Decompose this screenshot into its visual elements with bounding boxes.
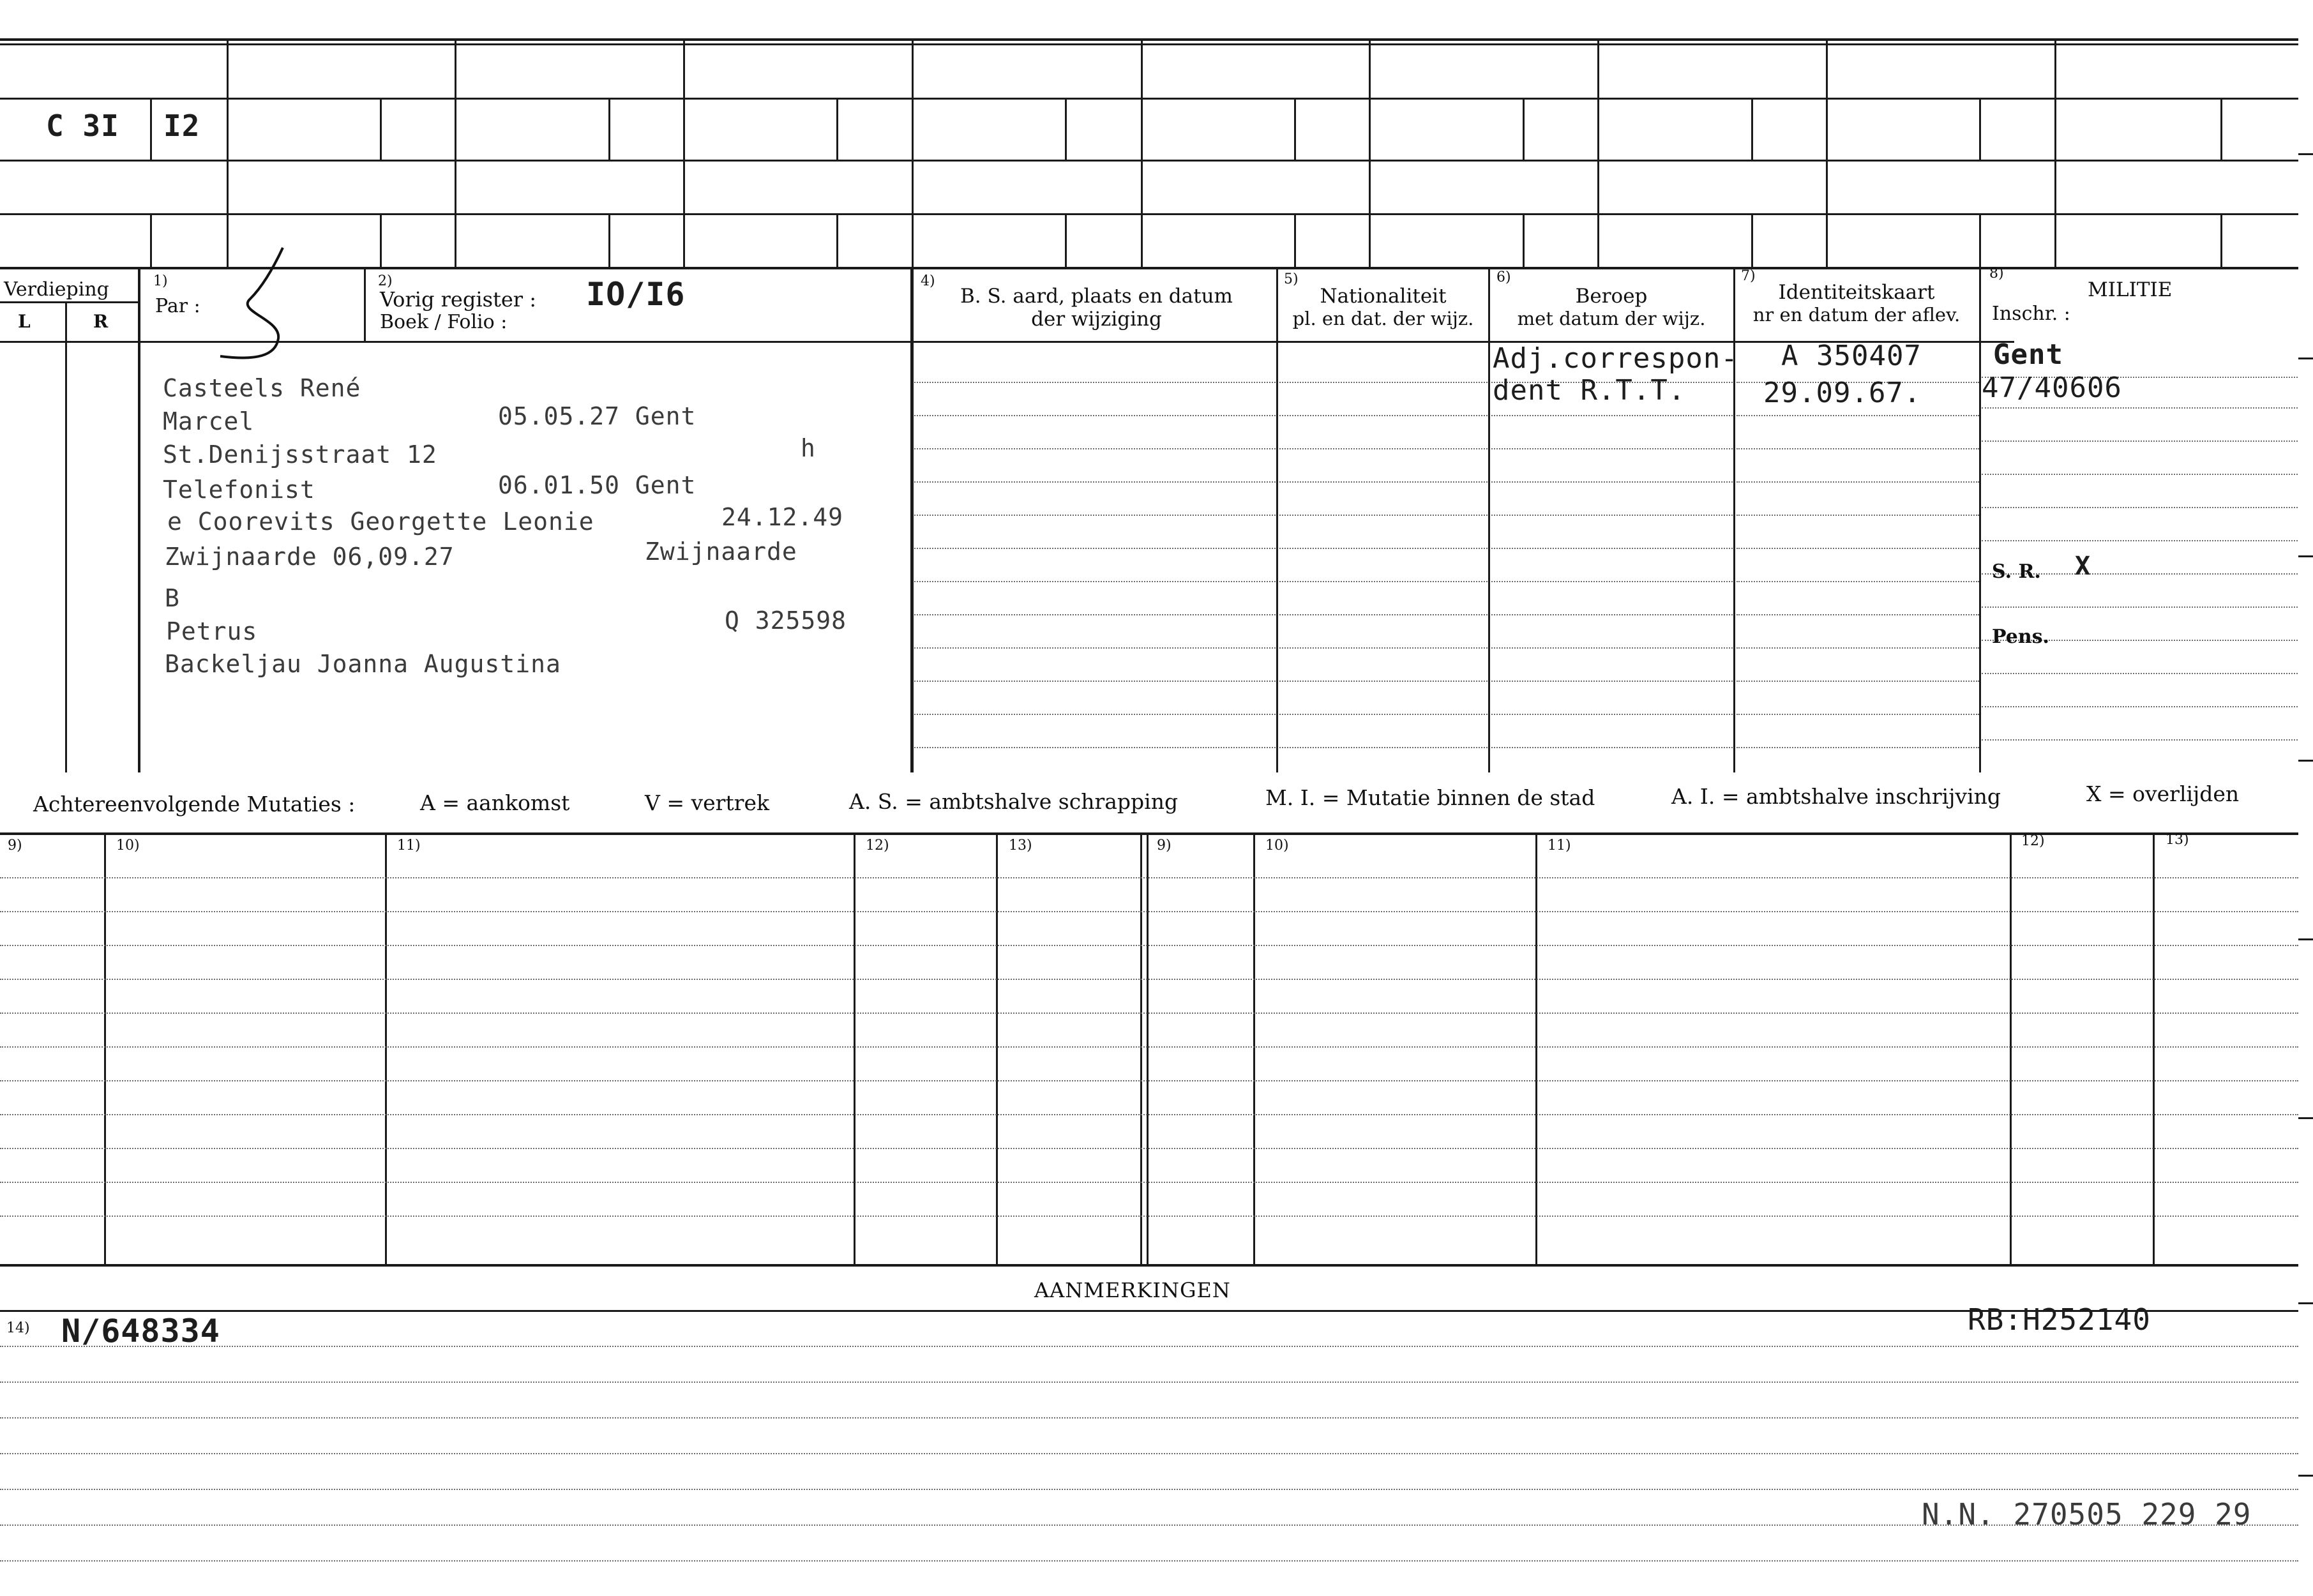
dotted-rule xyxy=(1737,581,1979,582)
mut-col-line xyxy=(104,834,106,1265)
militie-label: MILITIE xyxy=(2088,278,2173,301)
bs-header-1: B. S. aard, plaats en datum xyxy=(960,285,1233,308)
grid-sub-line xyxy=(836,99,838,160)
edge-tick xyxy=(2298,1475,2313,1477)
mutation-table-bottom xyxy=(0,1264,2298,1267)
pens-label: Pens. xyxy=(1992,626,2049,648)
dotted-rule xyxy=(1737,681,1979,682)
dotted-rule xyxy=(0,1453,2298,1454)
beroep-num: 6) xyxy=(1496,269,1511,285)
grid-sub-line xyxy=(150,99,152,160)
person-father-ref: Q 325598 xyxy=(725,606,847,635)
mut-col-line xyxy=(2010,834,2012,1265)
dotted-rule xyxy=(1491,614,1733,615)
dotted-rule xyxy=(1982,507,2298,508)
dotted-rule xyxy=(1279,614,1488,615)
inschr-label: Inschr. : xyxy=(1992,303,2070,325)
dotted-rule xyxy=(0,1182,2298,1183)
militie-value-2: 47/40606 xyxy=(1982,372,2122,404)
person-father: Petrus xyxy=(166,617,258,645)
dotted-rule xyxy=(914,681,1276,682)
dotted-rule xyxy=(914,714,1276,715)
person-spouse-birth: Zwijnaarde 06,09.27 xyxy=(165,543,455,571)
dotted-rule xyxy=(0,1489,2298,1490)
edge-tick xyxy=(2298,1302,2313,1304)
dotted-rule xyxy=(914,382,1276,383)
edge-tick xyxy=(2298,555,2313,557)
mut-col-line xyxy=(1253,834,1255,1265)
grid-sub-line xyxy=(836,215,838,268)
dotted-rule xyxy=(914,614,1276,615)
par-divider xyxy=(364,268,366,342)
dotted-rule xyxy=(1279,415,1488,416)
mut-col13b-header: 13) xyxy=(2166,832,2189,848)
dotted-rule xyxy=(1737,515,1979,516)
grid-sub-line xyxy=(1294,99,1296,160)
dotted-rule xyxy=(0,1560,2298,1562)
dotted-rule xyxy=(1737,647,1979,649)
mut-col9-header: 9) xyxy=(8,838,22,854)
verdieping-divider xyxy=(65,301,67,772)
dotted-rule xyxy=(0,1417,2298,1419)
dotted-rule xyxy=(1491,647,1733,649)
dotted-rule xyxy=(0,1524,2298,1526)
dotted-rule xyxy=(0,1381,2298,1383)
grid-col-line xyxy=(2054,41,2056,268)
person-b-mark: B xyxy=(165,584,180,612)
beroep-header-2: met datum der wijz. xyxy=(1517,308,1706,329)
mut-col-line xyxy=(2153,834,2155,1265)
mutatie-mi: M. I. = Mutatie binnen de stad xyxy=(1265,785,1595,810)
dotted-rule xyxy=(1279,681,1488,682)
grid-col-line xyxy=(683,41,685,268)
dotted-rule xyxy=(914,548,1276,549)
mutatie-x: X = overlijden xyxy=(2086,781,2240,806)
vorig-num: 2) xyxy=(378,273,393,289)
dotted-rule xyxy=(1737,548,1979,549)
section-divider xyxy=(910,268,914,772)
grid-col-line xyxy=(1826,41,1828,268)
mutatie-as: A. S. = ambtshalve schrapping xyxy=(849,789,1179,814)
grid-sub-line xyxy=(1065,215,1067,268)
mut-col-line xyxy=(385,834,387,1265)
grid-sub-line xyxy=(1979,99,1981,160)
dotted-rule xyxy=(1982,407,2298,409)
dotted-rule xyxy=(1279,548,1488,549)
mut-col12-header: 12) xyxy=(866,838,889,854)
dotted-rule xyxy=(1737,481,1979,483)
mut-col-line xyxy=(1535,834,1537,1265)
mutaties-title: Achtereenvolgende Mutaties : xyxy=(33,792,356,817)
vorig-register-value: IO/I6 xyxy=(586,276,686,313)
mut-col11b-header: 11) xyxy=(1548,838,1571,854)
dotted-rule xyxy=(1491,714,1733,715)
nat-header-1: Nationaliteit xyxy=(1320,285,1447,308)
grid-col-line xyxy=(455,41,456,268)
grid-sub-line xyxy=(380,215,382,268)
grid-sub-line xyxy=(1523,215,1525,268)
dotted-rule xyxy=(1279,481,1488,483)
dotted-rule xyxy=(1737,747,1979,748)
beroep-value-2: dent R.T.T. xyxy=(1493,374,1686,407)
dotted-rule xyxy=(1491,681,1733,682)
dotted-rule xyxy=(1491,415,1733,416)
mutatie-v: V = vertrek xyxy=(645,790,769,815)
militie-num: 8) xyxy=(1989,266,2004,282)
mut-col-line xyxy=(854,834,855,1265)
dotted-rule xyxy=(1737,448,1979,449)
verdieping-r: R xyxy=(93,311,109,332)
col-divider-nat xyxy=(1488,268,1490,772)
dotted-rule xyxy=(0,1216,2298,1217)
mut-col12b-header: 12) xyxy=(2021,833,2045,849)
mut-col10b-header: 10) xyxy=(1265,838,1289,854)
person-h-mark: h xyxy=(801,434,816,462)
id-header-2: nr en datum der aflev. xyxy=(1752,304,1961,326)
note-num: 14) xyxy=(6,1320,30,1336)
dotted-rule xyxy=(0,1148,2298,1149)
dotted-rule xyxy=(0,911,2298,912)
edge-tick xyxy=(2298,153,2313,155)
dotted-rule xyxy=(1279,382,1488,383)
grid-row-line xyxy=(0,160,2298,162)
dotted-rule xyxy=(1279,515,1488,516)
grid-col-line xyxy=(1369,41,1371,268)
sr-label: S. R. xyxy=(1992,561,2041,583)
person-mother: Backeljau Joanna Augustina xyxy=(165,650,561,678)
grid-col-line xyxy=(912,41,914,268)
nn-value: N.N. 270505 229 29 xyxy=(1922,1497,2252,1532)
par-label: Par : xyxy=(155,295,200,317)
dotted-rule xyxy=(914,747,1276,748)
note-value: N/648334 xyxy=(61,1313,220,1350)
dotted-rule xyxy=(914,647,1276,649)
dotted-rule xyxy=(1279,448,1488,449)
dotted-rule xyxy=(1982,673,2298,674)
dotted-rule xyxy=(914,448,1276,449)
col-divider-bs xyxy=(1276,268,1278,772)
header-code-b: I2 xyxy=(163,109,200,143)
vorig-register-label: Vorig register : xyxy=(380,287,537,312)
grid-sub-line xyxy=(2220,99,2222,160)
dotted-rule xyxy=(1982,606,2298,608)
verdieping-label: Verdieping xyxy=(4,278,109,301)
dotted-rule xyxy=(0,1346,2298,1347)
person-marriage-date: 24.12.49 xyxy=(721,503,844,531)
mut-col9b-header: 9) xyxy=(1157,838,1172,854)
dotted-rule xyxy=(1982,706,2298,707)
dotted-rule xyxy=(1982,540,2298,541)
grid-col-line xyxy=(227,41,229,268)
mutation-table-top xyxy=(0,832,2298,835)
bs-num: 4) xyxy=(921,273,935,289)
id-header-1: Identiteitskaart xyxy=(1778,281,1935,304)
top-border xyxy=(0,38,2298,41)
grid-sub-line xyxy=(1751,99,1753,160)
edge-tick xyxy=(2298,938,2313,940)
dotted-rule xyxy=(1279,581,1488,582)
grid-sub-line xyxy=(380,99,382,160)
dotted-rule xyxy=(1982,739,2298,741)
grid-sub-line xyxy=(1294,215,1296,268)
mut-col11-header: 11) xyxy=(397,838,421,854)
grid-row-line xyxy=(0,98,2298,100)
dotted-rule xyxy=(1737,714,1979,715)
dotted-rule xyxy=(1491,747,1733,748)
dotted-rule xyxy=(1279,647,1488,649)
grid-sub-line xyxy=(1751,215,1753,268)
id-value-1: A 350407 xyxy=(1781,340,1922,372)
dotted-rule xyxy=(0,945,2298,946)
grid-sub-line xyxy=(1065,99,1067,160)
aanmerkingen-line xyxy=(0,1310,2298,1312)
mut-col10-header: 10) xyxy=(116,838,140,854)
grid-sub-line xyxy=(1979,215,1981,268)
dotted-rule xyxy=(1491,515,1733,516)
person-occupation: Telefonist xyxy=(163,476,315,504)
verdieping-l: L xyxy=(18,311,31,332)
mutatie-ai: A. I. = ambtshalve inschrijving xyxy=(1671,784,2001,809)
grid-bottom-line xyxy=(0,267,2298,269)
dotted-rule xyxy=(0,1013,2298,1014)
grid-sub-line xyxy=(608,215,610,268)
dotted-rule xyxy=(914,515,1276,516)
mut-col-line xyxy=(996,834,998,1265)
nat-header-2: pl. en dat. der wijz. xyxy=(1292,308,1474,329)
nat-num: 5) xyxy=(1284,271,1299,287)
dotted-rule xyxy=(0,1114,2298,1115)
person-address: St.Denijsstraat 12 xyxy=(163,440,437,469)
dotted-rule xyxy=(1279,714,1488,715)
grid-sub-line xyxy=(1523,99,1525,160)
person-first-name: Marcel xyxy=(163,407,255,435)
dotted-rule xyxy=(0,1046,2298,1048)
dotted-rule xyxy=(1491,581,1733,582)
beroep-header-1: Beroep xyxy=(1575,285,1648,308)
dotted-rule xyxy=(0,877,2298,878)
par-num: 1) xyxy=(153,273,168,289)
dotted-rule xyxy=(0,979,2298,980)
dotted-rule xyxy=(914,581,1276,582)
verdieping-line xyxy=(0,301,139,303)
dotted-rule xyxy=(914,415,1276,416)
grid-sub-line xyxy=(2220,215,2222,268)
dotted-rule xyxy=(0,1080,2298,1081)
person-birth: 05.05.27 Gent xyxy=(498,402,697,430)
grid-col-line xyxy=(1597,41,1599,268)
mutatie-a: A = aankomst xyxy=(420,790,570,815)
person-occupation-date: 06.01.50 Gent xyxy=(498,471,697,499)
dotted-rule xyxy=(1491,481,1733,483)
verdieping-border xyxy=(138,268,140,772)
dotted-rule xyxy=(1982,440,2298,442)
mut-col-line xyxy=(1140,834,1142,1265)
handwritten-par-mark xyxy=(217,243,306,370)
id-num: 7) xyxy=(1741,268,1756,284)
rb-value: RB:H252140 xyxy=(1968,1302,2151,1337)
person-name: Casteels René xyxy=(163,374,361,402)
militie-value-1: Gent xyxy=(1993,338,2063,371)
edge-tick xyxy=(2298,1117,2313,1119)
header-code-a: C 3I xyxy=(46,109,119,143)
id-value-2: 29.09.67. xyxy=(1763,377,1922,409)
grid-sub-line xyxy=(608,99,610,160)
person-spouse: e Coorevits Georgette Leonie xyxy=(167,508,594,536)
grid-col-line xyxy=(1141,41,1143,268)
col-divider-id xyxy=(1979,268,1981,772)
sr-value: X xyxy=(2075,552,2091,581)
dotted-rule xyxy=(1491,448,1733,449)
dotted-rule xyxy=(1737,614,1979,615)
mut-col13-header: 13) xyxy=(1009,838,1032,854)
dotted-rule xyxy=(1279,747,1488,748)
edge-tick xyxy=(2298,760,2313,762)
mut-col-line-double xyxy=(1147,834,1149,1265)
beroep-value-1: Adj.correspon- xyxy=(1493,342,1738,375)
grid-sub-line xyxy=(150,215,152,268)
person-spouse-place: Zwijnaarde xyxy=(645,538,797,566)
dotted-rule xyxy=(914,481,1276,483)
dotted-rule xyxy=(1737,415,1979,416)
top-border-inner xyxy=(0,43,2298,45)
edge-tick xyxy=(2298,358,2313,359)
dotted-rule xyxy=(1491,548,1733,549)
dotted-rule xyxy=(1982,474,2298,475)
boek-folio-label: Boek / Folio : xyxy=(380,311,508,333)
bs-header-2: der wijziging xyxy=(1031,308,1162,331)
aanmerkingen-title: AANMERKINGEN xyxy=(1034,1278,1231,1302)
grid-row-line xyxy=(0,213,2298,215)
